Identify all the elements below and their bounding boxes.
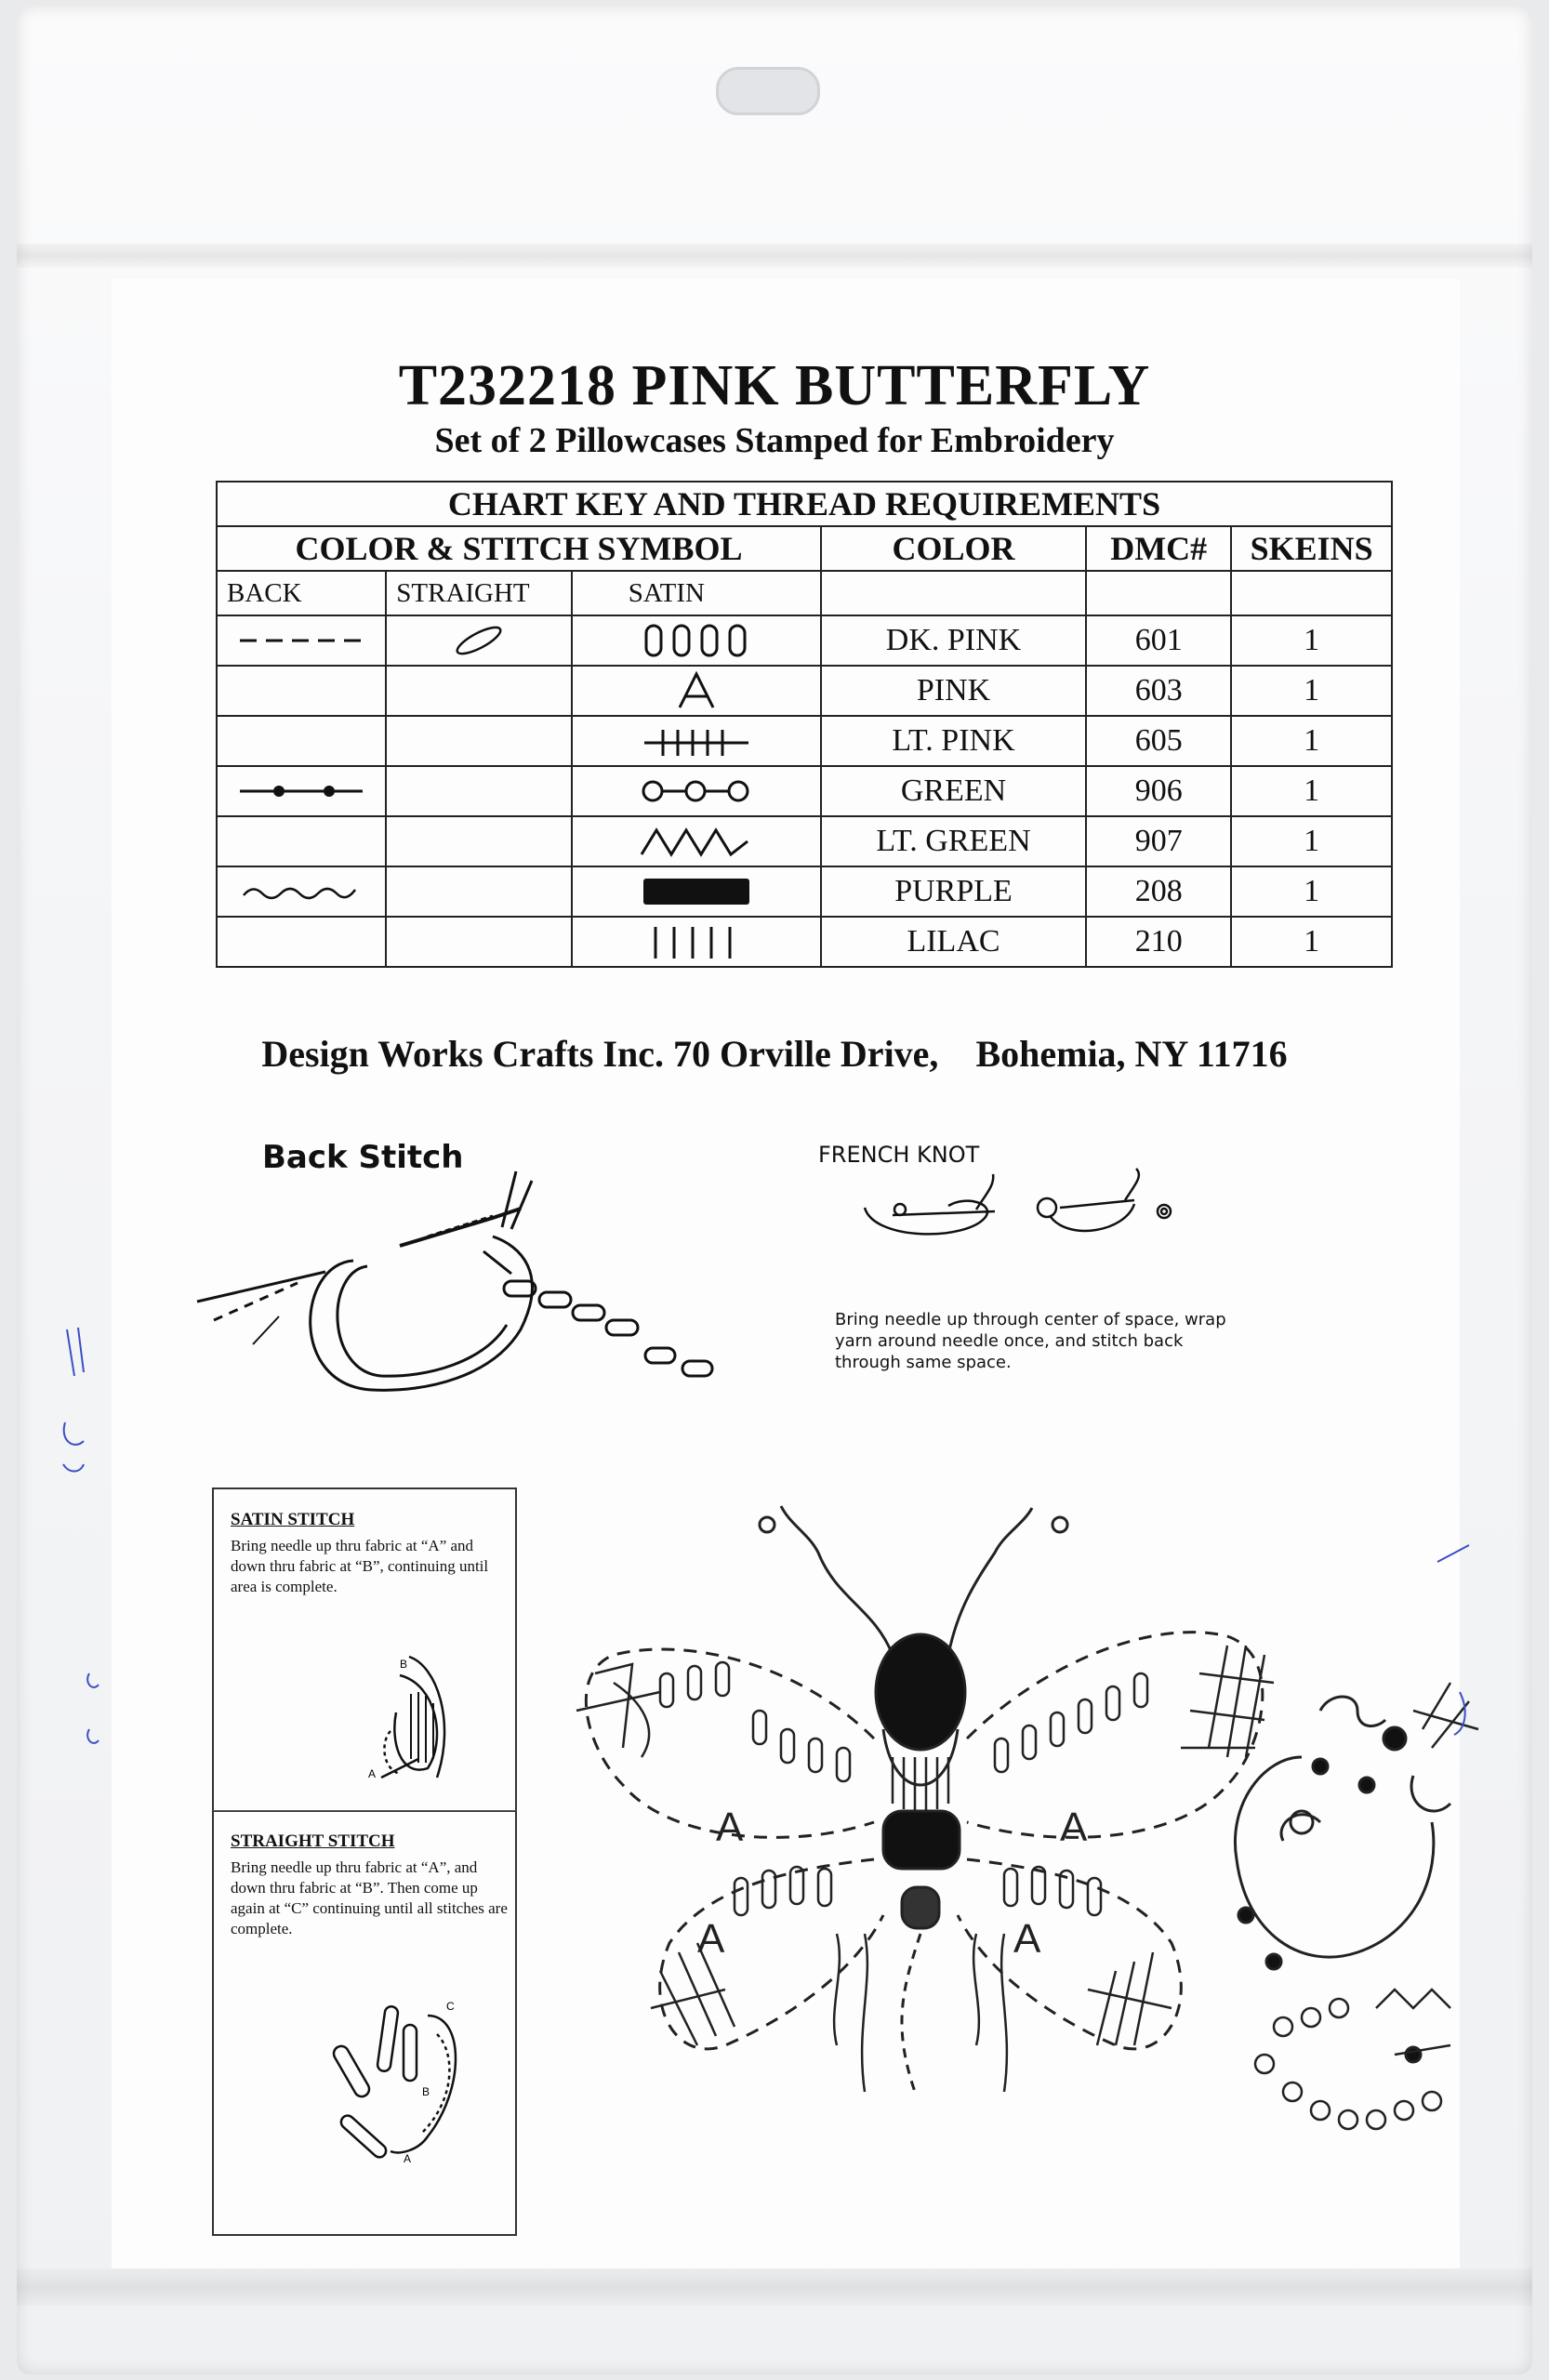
point-b-label: B <box>422 2085 430 2098</box>
french-knot-label: FRENCH KNOT <box>818 1142 980 1168</box>
satin-solid-bar-icon <box>572 866 821 917</box>
col-dmc-header: DMC# <box>1086 526 1231 571</box>
skeins-cell: 1 <box>1231 816 1392 866</box>
satin-stitch-description: Bring needle up thru fabric at “A” and down thru fabric at “B”, continuing until area is complete. <box>231 1537 489 1595</box>
straight-stitch-diagram <box>325 1988 511 2192</box>
col-skeins-header: SKEINS <box>1231 526 1392 571</box>
hang-hole <box>716 67 820 115</box>
color-cell: PINK <box>821 666 1086 716</box>
dmc-cell: 208 <box>1086 866 1231 917</box>
color-cell: LILAC <box>821 917 1086 967</box>
company-city: Bohemia, NY 11716 <box>975 1033 1288 1075</box>
french-knot-description: Bring needle up through center of space, wrap yarn around needle once, and stitch back through same space. <box>835 1310 1226 1372</box>
table-row <box>217 615 1392 666</box>
satin-zigzag-icon <box>572 816 821 866</box>
pen-mark <box>1432 1525 1488 1766</box>
back-stitch-dot-line-icon <box>217 766 386 816</box>
point-b-label: B <box>400 1658 408 1671</box>
french-knot-diagram <box>855 1167 1209 1260</box>
table-row <box>217 666 1392 716</box>
pattern-letter-a: A <box>1060 1805 1088 1850</box>
company-name: Design Works Crafts Inc. 70 Orville Drive, <box>261 1033 939 1075</box>
point-c-label: C <box>446 2000 455 2013</box>
point-a-label: A <box>404 2152 412 2165</box>
skeins-cell: 1 <box>1231 716 1392 766</box>
table-row <box>217 716 1392 766</box>
pattern-letter-a: A <box>1013 1916 1041 1962</box>
product-subtitle: Set of 2 Pillowcases Stamped for Embroidery <box>434 421 1115 460</box>
dmc-cell: 603 <box>1086 666 1231 716</box>
color-cell: PURPLE <box>821 866 1086 917</box>
color-cell: GREEN <box>821 766 1086 816</box>
back-stitch-diagram <box>186 1162 781 1404</box>
table-row <box>217 766 1392 816</box>
sub-back-header: BACK <box>217 571 386 615</box>
bottom-seal <box>17 2268 1532 2306</box>
satin-vertical-lines-icon <box>572 917 821 967</box>
company-address <box>0 1032 1549 1076</box>
table-row <box>217 816 1392 866</box>
product-title: T232218 PINK BUTTERFLY <box>398 354 1151 417</box>
satin-stitch-diagram <box>363 1638 483 1796</box>
satin-stitch-title: SATIN STITCH <box>231 1510 355 1529</box>
color-cell: LT. PINK <box>821 716 1086 766</box>
dmc-cell: 601 <box>1086 615 1231 666</box>
straight-stitch-title: STRAIGHT STITCH <box>231 1831 395 1851</box>
satin-stitch-box <box>212 1488 517 1812</box>
butterfly-pattern-illustration <box>558 1450 1488 2157</box>
straight-stitch-oval-icon <box>386 615 572 666</box>
color-cell: LT. GREEN <box>821 816 1086 866</box>
back-stitch-dashed-icon <box>217 615 386 666</box>
col-color-header: COLOR <box>821 526 1086 571</box>
dmc-cell: 605 <box>1086 716 1231 766</box>
straight-stitch-description: Bring needle up thru fabric at “A”, and down thru fabric at “B”. Then come up again at “C” continuing until all stitches are complete. <box>231 1858 508 1937</box>
dmc-cell: 907 <box>1086 816 1231 866</box>
dmc-cell: 210 <box>1086 917 1231 967</box>
sub-straight-header: STRAIGHT <box>386 571 572 615</box>
dmc-cell: 906 <box>1086 766 1231 816</box>
table-row <box>217 917 1392 967</box>
pattern-letter-a: A <box>697 1916 725 1962</box>
col-symbol-header: COLOR & STITCH SYMBOL <box>217 526 821 571</box>
pattern-letter-a: A <box>716 1805 744 1850</box>
point-a-label: A <box>368 1767 377 1780</box>
sub-satin-header: SATIN <box>572 571 821 615</box>
satin-letter-a-icon <box>572 666 821 716</box>
skeins-cell: 1 <box>1231 866 1392 917</box>
skeins-cell: 1 <box>1231 766 1392 816</box>
table-row <box>217 866 1392 917</box>
pen-mark <box>46 1302 121 1878</box>
color-cell: DK. PINK <box>821 615 1086 666</box>
skeins-cell: 1 <box>1231 917 1392 967</box>
back-stitch-label: Back Stitch <box>262 1139 464 1176</box>
chart-key-heading: CHART KEY AND THREAD REQUIREMENTS <box>217 482 1392 526</box>
satin-hatched-line-icon <box>572 716 821 766</box>
skeins-cell: 1 <box>1231 615 1392 666</box>
satin-oooo-icon <box>572 615 821 666</box>
satin-chain-circles-icon <box>572 766 821 816</box>
top-seal <box>17 244 1532 268</box>
skeins-cell: 1 <box>1231 666 1392 716</box>
back-stitch-wavy-icon <box>217 866 386 917</box>
straight-stitch-box <box>212 1810 517 2236</box>
chart-key-table <box>216 481 1393 968</box>
